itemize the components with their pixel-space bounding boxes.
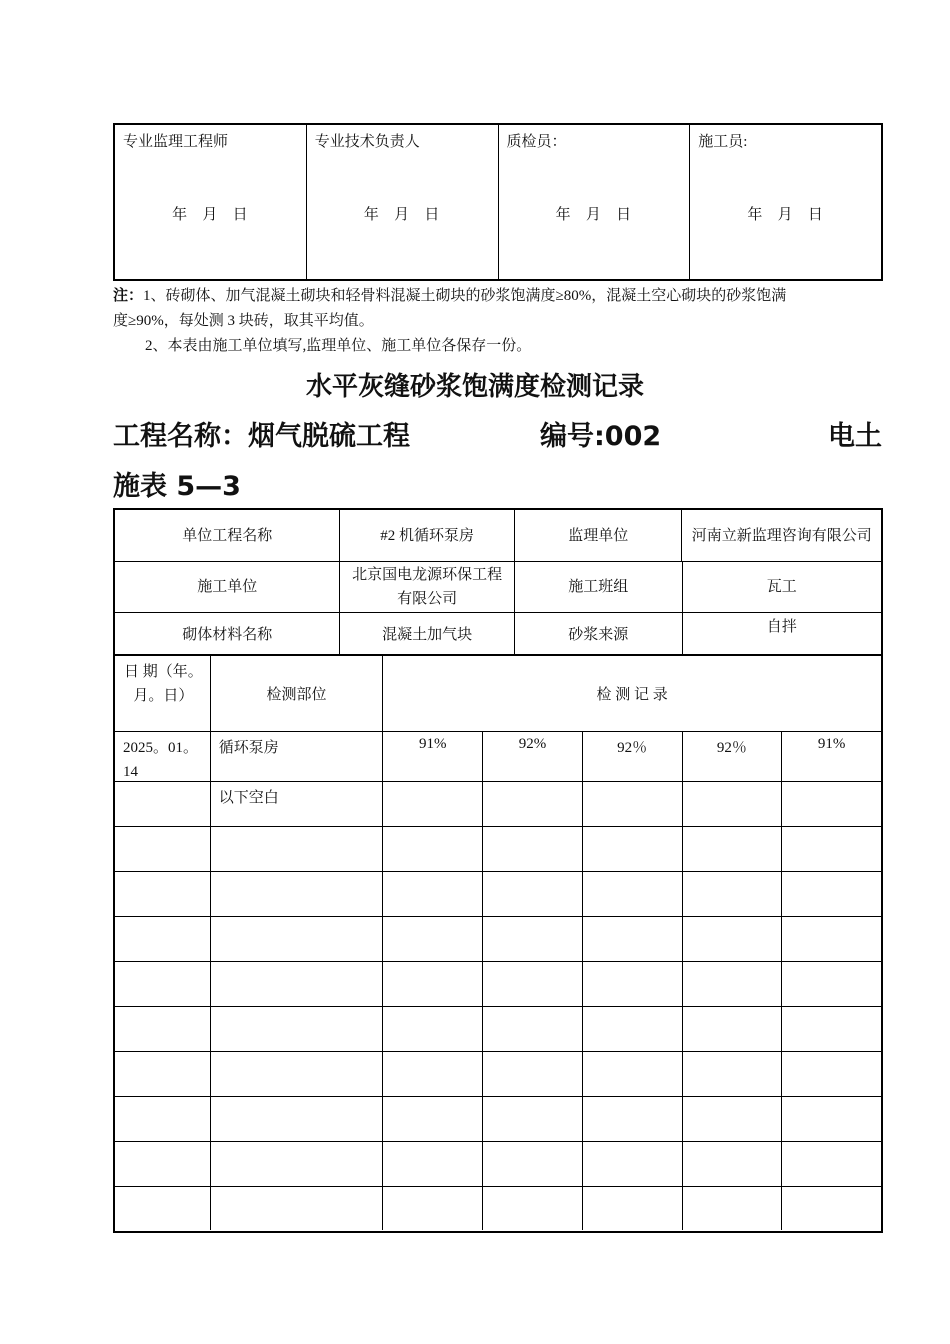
empty-cell — [383, 827, 483, 871]
empty-cell — [115, 1097, 211, 1141]
empty-cell — [115, 1007, 211, 1051]
empty-cell — [683, 827, 783, 871]
record-number: 编号:002 — [540, 421, 662, 452]
empty-cell — [782, 962, 881, 1006]
info-row — [115, 562, 881, 613]
table-row — [115, 1097, 881, 1142]
empty-cell — [683, 1007, 783, 1051]
signature-date: 年 月 日 — [172, 207, 249, 223]
empty-cell — [483, 917, 583, 961]
empty-cell — [483, 872, 583, 916]
empty-cell — [383, 1142, 483, 1186]
table-row — [115, 962, 881, 1007]
empty-cell — [683, 1142, 783, 1186]
empty-cell — [211, 1142, 384, 1186]
table-row — [115, 732, 881, 782]
project-name: 工程名称：烟气脱硫工程 — [113, 421, 410, 452]
empty-cell — [683, 917, 783, 961]
empty-cell — [483, 1052, 583, 1096]
signature-date: 年 月 日 — [363, 207, 441, 223]
page-title: 水平灰缝砂浆饱满度检测记录 — [305, 372, 644, 402]
form-code-part-2: 施表 5—3 — [113, 471, 241, 502]
empty-cell — [115, 962, 211, 1006]
empty-cell — [115, 1142, 211, 1186]
note-line-1 — [113, 284, 883, 309]
empty-cell — [583, 917, 683, 961]
empty-cell — [782, 872, 881, 916]
column-header-location: 检测部位 — [211, 656, 384, 731]
empty-cell — [383, 1007, 483, 1051]
record-location: 以下空白 — [211, 782, 384, 826]
table-row — [115, 827, 881, 872]
empty-cell — [483, 1097, 583, 1141]
signature-cell-inspector — [499, 125, 691, 279]
note-line-3: 2、本表由施工单位填写,监理单位、施工单位各保存一份。 — [145, 338, 532, 354]
empty-cell — [583, 827, 683, 871]
record-date — [115, 782, 211, 826]
empty-cell — [211, 1187, 384, 1230]
record-value: 92% — [483, 732, 583, 781]
empty-cell — [782, 1142, 881, 1186]
signature-cell-builder — [690, 125, 881, 279]
inspection-record-table — [113, 654, 883, 1233]
empty-cell — [211, 1007, 384, 1051]
empty-cell — [383, 962, 483, 1006]
info-label: 砂浆来源 — [515, 613, 683, 656]
empty-cell — [115, 872, 211, 916]
empty-cell — [483, 827, 583, 871]
empty-cell — [583, 1052, 683, 1096]
note-label: 注： — [113, 288, 144, 304]
empty-cell — [483, 1187, 583, 1230]
empty-cell — [211, 872, 384, 916]
info-value: 瓦工 — [766, 579, 797, 595]
record-value — [683, 782, 783, 826]
info-label: 施工班组 — [515, 562, 683, 612]
record-value — [583, 782, 683, 826]
info-value: #2 机循环泵房 — [340, 510, 515, 561]
empty-cell — [782, 1097, 881, 1141]
empty-cell — [483, 1007, 583, 1051]
table-row — [115, 1142, 881, 1187]
empty-cell — [115, 1187, 211, 1230]
empty-cell — [583, 962, 683, 1006]
empty-cell — [115, 827, 211, 871]
info-row — [115, 613, 881, 656]
signature-cell-tech-lead — [307, 125, 499, 279]
column-header-record: 检 测 记 录 — [596, 687, 668, 703]
empty-cell — [115, 917, 211, 961]
info-value: 北京国电龙源环保工程有限公司 — [340, 562, 515, 612]
table-row — [115, 1007, 881, 1052]
empty-cell — [782, 827, 881, 871]
empty-cell — [383, 872, 483, 916]
record-value: 92％ — [683, 732, 783, 781]
info-value: 自拌 — [766, 619, 797, 635]
record-header-row — [115, 656, 881, 732]
empty-cell — [683, 1097, 783, 1141]
record-value — [483, 782, 583, 826]
signature-role: 质检员： — [506, 134, 567, 150]
empty-cell — [683, 872, 783, 916]
info-label: 监理单位 — [515, 510, 683, 561]
table-row — [115, 1187, 881, 1230]
info-row — [115, 510, 881, 562]
empty-cell — [211, 827, 384, 871]
empty-cell — [383, 1187, 483, 1230]
empty-cell — [483, 1142, 583, 1186]
record-location: 循环泵房 — [211, 732, 384, 781]
empty-cell — [782, 917, 881, 961]
record-value — [383, 782, 483, 826]
empty-cell — [115, 1052, 211, 1096]
info-value: 河南立新监理咨询有限公司 — [691, 527, 872, 544]
empty-cell — [583, 1187, 683, 1230]
table-row — [115, 782, 881, 827]
empty-cell — [782, 1187, 881, 1230]
empty-cell — [383, 1052, 483, 1096]
empty-cell — [483, 962, 583, 1006]
note-line-2: 度≥90%，每处测 3 块砖，取其平均值。 — [113, 313, 374, 329]
signature-role: 专业监理工程师 — [123, 134, 229, 150]
empty-cell — [683, 1187, 783, 1230]
empty-cell — [211, 1052, 384, 1096]
signature-date: 年 月 日 — [747, 207, 824, 223]
empty-cell — [583, 1007, 683, 1051]
form-code-part-1: 电土 — [828, 421, 882, 452]
record-value: 91% — [383, 732, 483, 781]
signature-role: 施工员: — [698, 134, 748, 150]
empty-cell — [683, 1052, 783, 1096]
empty-cell — [683, 962, 783, 1006]
table-row — [115, 1052, 881, 1097]
info-label: 单位工程名称 — [115, 510, 340, 561]
empty-cell — [583, 1097, 683, 1141]
column-header-date: 日 期（年。月。日） — [115, 656, 211, 731]
info-value: 混凝土加气块 — [340, 613, 515, 656]
empty-cell — [211, 962, 384, 1006]
record-value: 91% — [817, 736, 846, 752]
empty-cell — [211, 917, 384, 961]
note-text-1: 1、砖砌体、加气混凝土砌块和轻骨料混凝土砌块的砂浆饱满度≥80%，混凝土空心砌块的砂浆饱满 — [143, 288, 787, 304]
empty-cell — [583, 872, 683, 916]
record-value — [782, 782, 881, 826]
signature-date: 年 月 日 — [555, 207, 633, 223]
empty-cell — [782, 1007, 881, 1051]
empty-cell — [782, 1052, 881, 1096]
table-row — [115, 917, 881, 962]
empty-cell — [211, 1097, 384, 1141]
signature-cell-supervisor — [115, 125, 307, 279]
table-row — [115, 872, 881, 917]
info-label: 砌体材料名称 — [115, 613, 340, 656]
project-info-table — [113, 508, 883, 654]
signature-role: 专业技术负责人 — [314, 134, 420, 150]
record-value: 92％ — [583, 732, 683, 781]
record-date: 2025。01。14 — [115, 732, 211, 781]
signature-table — [113, 123, 883, 281]
info-label: 施工单位 — [115, 562, 340, 612]
empty-cell — [583, 1142, 683, 1186]
empty-cell — [383, 917, 483, 961]
empty-cell — [383, 1097, 483, 1141]
